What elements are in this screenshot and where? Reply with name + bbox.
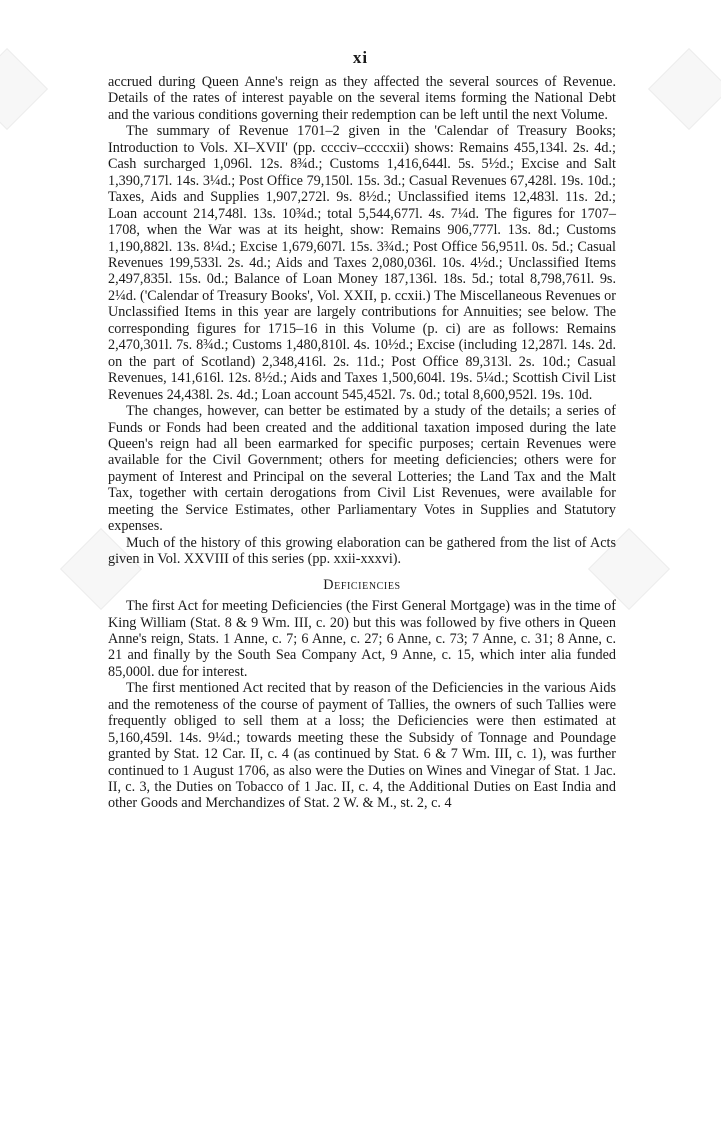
paragraph: The changes, however, can better be estimated by a study of the details; a series of Funds or Fonds had been created and the additional taxation imposed during the late Queen's reign had all been earmarked for specific purposes; certain Revenues were available for the Civil Government; others for meeting deficiencies; others were for payment of Interest and Principal on the several Lotteries; the Land Tax and the Malt Tax, together with certain derogations from Civil List Revenues, were available for meeting the Service Estimates, other Parliamentary Votes in Supplies and Statutory expenses.	[108, 403, 616, 535]
paragraph: accrued during Queen Anne's reign as they affected the several sources of Revenue. Details of the rates of interest payable on the several items forming the National Debt and the various conditions governing their redemption can be left until the next Volume.	[108, 74, 616, 123]
paragraph: The first mentioned Act recited that by reason of the Deficiencies in the various Aids and the remoteness of the course of payment of Tallies, the owners of such Tallies were frequently obliged to sell them at a loss; the Deficiencies were then estimated at 5,160,459l. 14s. 9¼d.; towards meeting these the Subsidy of Tonnage and Poundage granted by Stat. 12 Car. II, c. 4 (as continued by Stat. 6 & 7 Wm. III, c. 1), was further continued to 1 August 1706, as also were the Duties on Wines and Vinegar of Stat. 1 Jac. II, c. 3, the Duties on Tobacco of 1 Jac. II, c. 4, the Additional Duties on East India and other Goods and Merchandizes of Stat. 2 W. & M., st. 2, c. 4	[108, 680, 616, 812]
paragraph: The first Act for meeting Deficiencies (the First General Mortgage) was in the time of King William (Stat. 8 & 9 Wm. III, c. 20) but this was followed by five others in Queen Anne's reign, Stats. 1 Anne, c. 7; 6 Anne, c. 27; 6 Anne, c. 73; 7 Anne, c. 31; 8 Anne, c. 21 and finally by the South Sea Company Act, 9 Anne, c. 15, which inter alia funded 85,000l. due for interest.	[108, 598, 616, 680]
paragraph: The summary of Revenue 1701–2 given in the 'Calendar of Treasury Books; Introduction to Vols. XI–XVII' (pp. cccciv–ccccxii) shows: Remains 455,134l. 2s. 4d.; Cash surcharged 1,096l. 12s. 8¾d.; Customs 1,416,644l. 5s. 5½d.; Excise and Salt 1,390,717l. 14s. 3¼d.; Post Office 79,150l. 15s. 3d.; Casual Revenues 67,428l. 19s. 10d.; Taxes, Aids and Supplies 1,907,272l. 9s. 8½d.; Unclassified items 12,483l. 11s. 2d.; Loan account 214,748l. 13s. 10¾d.; total 5,544,677l. 4s. 7¼d. The figures for 1707–1708, when the War was at its height, show: Remains 906,777l. 13s. 8d.; Customs 1,190,882l. 13s. 8¼d.; Excise 1,679,607l. 15s. 3¾d.; Post Office 56,951l. 0s. 5d.; Casual Revenues 199,533l. 2s. 4d.; Aids and Taxes 2,080,036l. 10s. 4½d.; Unclassified Items 2,497,835l. 15s. 0d.; Balance of Loan Money 187,136l. 18s. 5d.; total 8,798,761l. 9s. 2¼d. ('Calendar of Treasury Books', Vol. XXII, p. ccxii.) The Miscellaneous Revenues or Unclassified Items in this year are largely contributions for Annuities; see below. The corresponding figures for 1715–16 in this Volume (p. ci) are as follows: Remains 2,470,301l. 7s. 8¾d.; Customs 1,480,810l. 4s. 10½d.; Excise (including 12,287l. 14s. 2d. on the part of Scotland) 2,348,416l. 2s. 11d.; Post Office 89,313l. 2s. 10d.; Casual Revenues, 141,616l. 12s. 8½d.; Aids and Taxes 1,500,604l. 19s. 5¼d.; Scottish Civil List Revenues 24,438l. 2s. 4d.; Loan account 545,452l. 7s. 0d.; total 8,600,952l. 19s. 10d.	[108, 123, 616, 403]
paragraph: Much of the history of this growing elaboration can be gathered from the list of Acts given in Vol. XXVIII of this series (pp. xxii-xxxvi).	[108, 534, 616, 568]
page-number: xi	[352, 48, 369, 67]
section-heading: Deficiencies	[323, 576, 401, 593]
body-text	[108, 74, 616, 812]
